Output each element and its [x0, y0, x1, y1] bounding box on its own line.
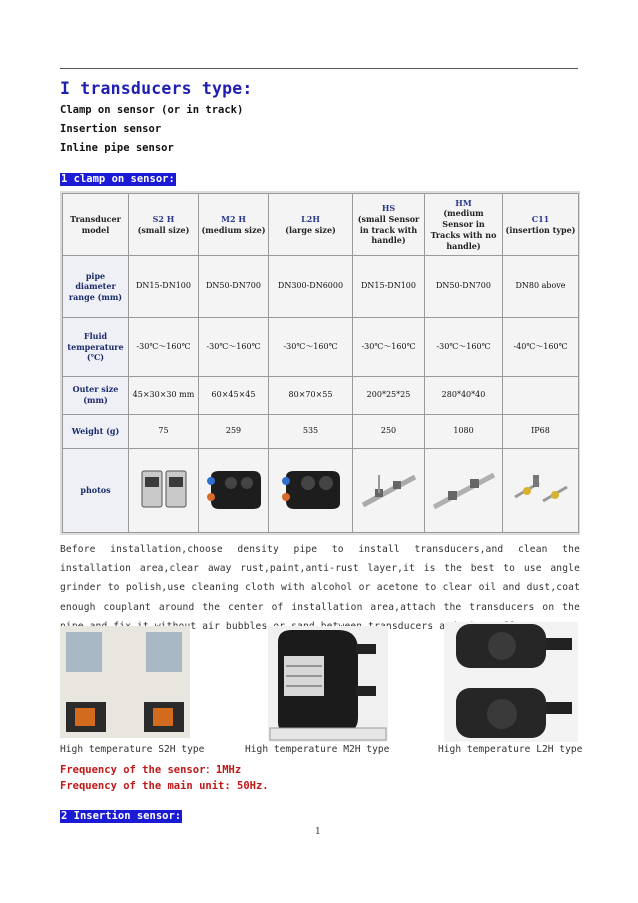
photo-cell-m2h	[199, 448, 269, 532]
table-cell: 250	[353, 414, 425, 448]
table-cell: 280*40*40	[425, 376, 503, 414]
sensor-frequency: Frequency of the sensor：1MHz	[60, 764, 242, 776]
table-header-row	[63, 194, 579, 256]
row-label: Outer size (mm)	[63, 376, 129, 414]
table-cell: DN15-DN100	[353, 256, 425, 318]
top-rule	[60, 68, 578, 69]
table-row	[63, 318, 579, 376]
installation-paragraph: Before installation,choose density pipe to install transducers,and clean the installation area,clear away rust,paint,anti-rust layer,it is the best to use angle grinder to polish,use cleaning cloth with alcohol or acetone to clear oil and dust,coat enough couplant around the center of installation area,attach the transducers on the air bubbles transducers	[60, 544, 580, 632]
table-cell: DN300-DN6000	[269, 256, 353, 318]
page-number: 1	[315, 827, 321, 837]
table-cell: -30℃～160℃	[353, 318, 425, 376]
photo-cell-l2h	[269, 448, 353, 532]
table-cell: 80×70×55	[269, 376, 353, 414]
photo-cell-hm	[425, 448, 503, 532]
table-cell: DN50-DN700	[199, 256, 269, 318]
type-item-inline: Inline pipe sensor	[60, 142, 174, 154]
spec-table-frame	[60, 191, 580, 535]
hm-sensor-photo	[430, 467, 498, 513]
table-cell: DN15-DN100	[129, 256, 199, 318]
table-row-photos	[63, 448, 579, 532]
photo-cell-c11	[503, 448, 579, 532]
header-cell: HM (medium Sensor in Tracks with no handle)	[425, 194, 503, 256]
table-cell: 259	[199, 414, 269, 448]
header-cell: M2 H (medium size)	[199, 194, 269, 256]
photo-cell-hs	[353, 448, 425, 532]
row-label: Weight (g)	[63, 414, 129, 448]
table-cell: 60×45×45	[199, 376, 269, 414]
caption-l2h: High temperature L2H type	[438, 744, 583, 755]
header-cell: S2 H (small size)	[129, 194, 199, 256]
header-cell: C11 (insertion type)	[503, 194, 579, 256]
table-cell: DN50-DN700	[425, 256, 503, 318]
table-cell: -30℃～160℃	[425, 318, 503, 376]
header-cell: Transducer model	[63, 194, 129, 256]
type-item-clamp: Clamp on sensor (or in track)	[60, 104, 244, 116]
l2h-sensor-photo	[278, 467, 344, 513]
table-cell: -30℃～160℃	[129, 318, 199, 376]
table-cell: -30℃～160℃	[269, 318, 353, 376]
section-heading: I transducers type:	[60, 79, 253, 98]
row-label: photos	[63, 448, 129, 532]
caption-s2h: High temperature S2H type	[60, 744, 205, 755]
insertion-subheading: 2 Insertion sensor:	[61, 810, 182, 822]
table-cell: -30℃～160℃	[199, 318, 269, 376]
m2h-sensor-photo	[203, 467, 265, 513]
hs-sensor-photo	[357, 467, 421, 513]
table-row	[63, 376, 579, 414]
type-item-insertion: Insertion sensor	[60, 123, 162, 135]
table-cell: -40℃～160℃	[503, 318, 579, 376]
photo-cell-s2h	[129, 448, 199, 532]
table-cell: 200*25*25	[353, 376, 425, 414]
l2h-photo	[444, 622, 578, 742]
row-label: pipe diameter range (mm)	[63, 256, 129, 318]
table-cell: 45×30×30 mm	[129, 376, 199, 414]
table-cell: 75	[129, 414, 199, 448]
table-cell: 535	[269, 414, 353, 448]
main-unit-frequency: Frequency of the main unit: 50Hz.	[60, 780, 269, 792]
table-row	[63, 414, 579, 448]
table-cell	[503, 376, 579, 414]
row-label: Fluid temperature (℃)	[63, 318, 129, 376]
table-cell: DN80 above	[503, 256, 579, 318]
table-cell: 1080	[425, 414, 503, 448]
c11-sensor-photo	[509, 467, 573, 513]
s2h-sensor-photo	[136, 467, 192, 513]
s2h-photo	[60, 626, 190, 738]
header-cell: HS (small Sensor in track with handle)	[353, 194, 425, 256]
transducer-spec-table	[62, 193, 579, 533]
caption-m2h: High temperature M2H type	[245, 744, 390, 755]
m2h-photo	[268, 626, 388, 742]
table-row	[63, 256, 579, 318]
header-cell: L2H (large size)	[269, 194, 353, 256]
table-cell: IP68	[503, 414, 579, 448]
clamp-on-subheading: 1 clamp on sensor:	[61, 173, 175, 185]
